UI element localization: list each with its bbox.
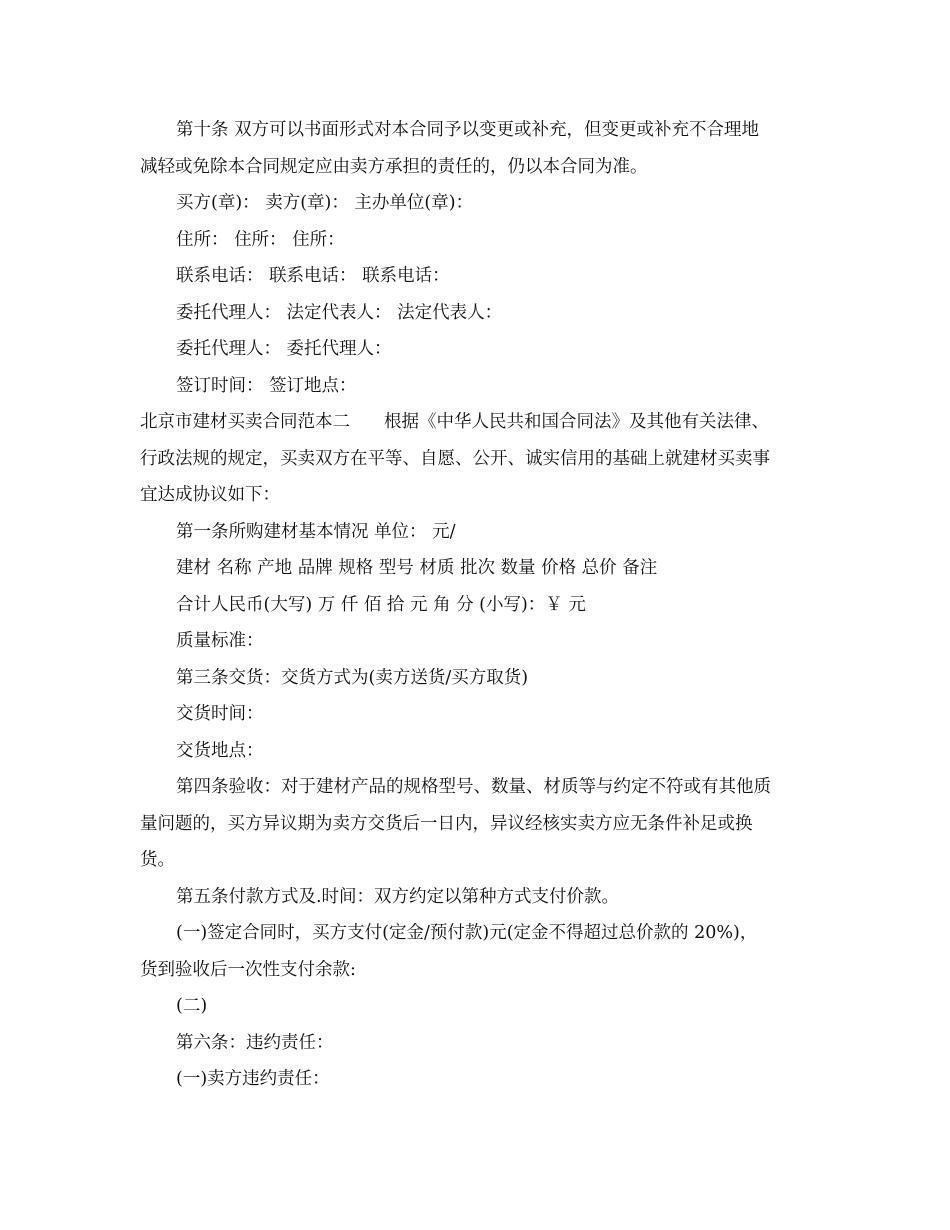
text-line: 签订时间： 签订地点： [176,375,357,396]
text-line: 货到验收后一次性支付余款: [140,959,356,980]
document-page [140,112,820,1098]
text-line: 第六条：违约责任： [176,1032,334,1053]
text-line: 合计人民币(大写) 万 仟 佰 拾 元 角 分 (小写)：￥ 元 [176,594,586,615]
text-segment: 根据《中华人民共和国合同法》及其他有关法律、 [384,412,769,432]
text-line: 建材 名称 产地 品牌 规格 型号 材质 批次 数量 价格 总价 备注 [176,558,658,578]
text-line: 住所： 住所： 住所： [176,229,345,250]
text-line: 第三条交货：交货方式为(卖方送货/买方取货) [176,667,529,688]
text-line: 第四条验收：对于建材产品的规格型号、数量、材质等与约定不符或有其他质 [176,777,771,797]
text-line: 行政法规的规定，买卖双方在平等、自愿、公开、诚实信用的基础上就建材买卖事 [140,448,770,469]
text-line: 量问题的，买方异议期为卖方交货后一日内，异议经核实卖方应无条件补足或换 [140,813,753,834]
text-line-section-heading [140,404,820,441]
text-line: 联系电话： 联系电话： 联系电话： [176,266,450,286]
text-line: 交货时间： [176,704,264,724]
text-line: 第十条 双方可以书面形式对本合同予以变更或补充，但变更或补充不合理地 [176,120,760,140]
text-line: 第五条付款方式及.时间：双方约定以第种方式支付价款。 [176,886,620,907]
text-line: (一)卖方违约责任： [176,1069,330,1089]
text-line: 第一条所购建材基本情况 单位： 元/ [176,521,456,542]
text-line: 委托代理人： 委托代理人： [176,339,392,359]
text-line: 买方(章)： 卖方(章)： 主办单位(章)： [176,193,474,213]
text-line: (一)签定合同时，买方支付(定金/预付款)元(定金不得超过总价款的 20%)， [176,923,758,943]
text-line: 减轻或免除本合同规定应由卖方承担的责任的，仍以本合同为准。 [140,156,648,177]
document-subtitle: 北京市建材买卖合同范本二 [140,412,350,432]
text-line: 交货地点： [176,740,264,761]
text-line: 宜达成协议如下： [140,485,280,505]
text-line: 委托代理人： 法定代表人： 法定代表人： [176,302,503,323]
text-line: 质量标准： [176,631,264,651]
text-line: 货。 [140,850,175,870]
text-line: (二) [176,996,208,1016]
